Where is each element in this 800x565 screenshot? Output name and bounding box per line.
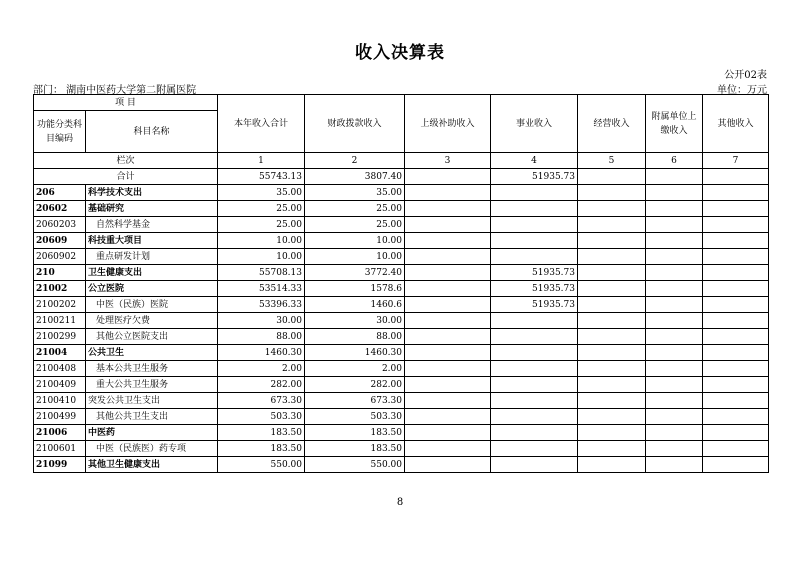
subject-name: 中医药 — [86, 425, 218, 441]
amount-cell — [646, 393, 703, 409]
amount-cell: 503.30 — [218, 409, 305, 425]
amount-cell: 183.50 — [218, 425, 305, 441]
col-number: 5 — [578, 153, 646, 169]
amount-cell: 550.00 — [305, 457, 405, 473]
amount-cell — [703, 233, 769, 249]
subject-code: 2060203 — [34, 217, 86, 233]
amount-cell — [646, 345, 703, 361]
amount-cell — [703, 457, 769, 473]
subject-name: 重点研发计划 — [86, 249, 218, 265]
amount-cell: 51935.73 — [491, 281, 578, 297]
table-row — [34, 345, 769, 361]
amount-cell: 282.00 — [218, 377, 305, 393]
amount-cell — [703, 265, 769, 281]
amount-cell — [491, 217, 578, 233]
amount-cell — [646, 457, 703, 473]
amount-cell — [491, 201, 578, 217]
amount-cell — [405, 441, 491, 457]
col-number: 3 — [405, 153, 491, 169]
amount-cell — [405, 393, 491, 409]
amount-cell — [578, 313, 646, 329]
amount-cell — [646, 217, 703, 233]
amount-cell — [578, 361, 646, 377]
amount-cell — [491, 313, 578, 329]
amount-cell — [405, 185, 491, 201]
amount-cell — [646, 377, 703, 393]
amount-cell — [703, 329, 769, 345]
amount-cell — [646, 249, 703, 265]
amount-cell — [578, 457, 646, 473]
amount-cell — [578, 233, 646, 249]
amount-cell — [703, 377, 769, 393]
table-row — [34, 329, 769, 345]
amount-cell — [646, 233, 703, 249]
amount-cell: 1460.30 — [218, 345, 305, 361]
table-row — [34, 409, 769, 425]
subject-code: 2100410 — [34, 393, 86, 409]
amount-cell — [578, 409, 646, 425]
amount-cell: 1578.6 — [305, 281, 405, 297]
subject-name: 自然科学基金 — [86, 217, 218, 233]
amount-cell — [703, 441, 769, 457]
amount-cell — [646, 265, 703, 281]
amount-cell: 3807.40 — [305, 169, 405, 185]
col-header: 财政拨款收入 — [305, 95, 405, 153]
subject-code: 206 — [34, 185, 86, 201]
amount-cell — [491, 329, 578, 345]
amount-cell — [405, 281, 491, 297]
amount-cell: 51935.73 — [491, 265, 578, 281]
subject-name: 中医（民族）医院 — [86, 297, 218, 313]
subject-code: 2100299 — [34, 329, 86, 345]
amount-cell: 282.00 — [305, 377, 405, 393]
amount-cell — [491, 409, 578, 425]
amount-cell — [405, 249, 491, 265]
amount-cell: 2.00 — [305, 361, 405, 377]
table-row — [34, 441, 769, 457]
amount-cell — [578, 441, 646, 457]
amount-cell: 55743.13 — [218, 169, 305, 185]
amount-cell — [491, 361, 578, 377]
amount-cell — [405, 409, 491, 425]
amount-cell — [405, 297, 491, 313]
table-row — [34, 457, 769, 473]
amount-cell — [646, 185, 703, 201]
amount-cell — [703, 217, 769, 233]
amount-cell — [405, 377, 491, 393]
col-number: 2 — [305, 153, 405, 169]
subject-code: 2100211 — [34, 313, 86, 329]
amount-cell — [405, 345, 491, 361]
subject-name: 卫生健康支出 — [86, 265, 218, 281]
amount-cell — [405, 201, 491, 217]
row-label: 栏次 — [34, 153, 218, 169]
income-table — [33, 94, 769, 473]
amount-cell — [646, 313, 703, 329]
amount-cell — [703, 249, 769, 265]
amount-cell — [491, 249, 578, 265]
amount-cell — [491, 393, 578, 409]
amount-cell — [703, 393, 769, 409]
table-row — [34, 297, 769, 313]
table-row — [34, 393, 769, 409]
amount-cell — [578, 201, 646, 217]
amount-cell — [578, 329, 646, 345]
subject-name: 突发公共卫生支出 — [86, 393, 218, 409]
amount-cell — [646, 425, 703, 441]
subject-code: 21004 — [34, 345, 86, 361]
amount-cell — [405, 361, 491, 377]
amount-cell: 30.00 — [305, 313, 405, 329]
table-row — [34, 281, 769, 297]
amount-cell — [405, 233, 491, 249]
amount-cell — [703, 313, 769, 329]
amount-cell — [646, 281, 703, 297]
amount-cell: 183.50 — [305, 441, 405, 457]
subject-name: 公立医院 — [86, 281, 218, 297]
amount-cell — [491, 425, 578, 441]
amount-cell — [491, 185, 578, 201]
amount-cell: 10.00 — [218, 233, 305, 249]
amount-cell — [578, 425, 646, 441]
amount-cell: 35.00 — [218, 185, 305, 201]
amount-cell: 1460.30 — [305, 345, 405, 361]
subject-code: 210 — [34, 265, 86, 281]
subject-name: 中医（民族医）药专项 — [86, 441, 218, 457]
amount-cell: 10.00 — [305, 249, 405, 265]
amount-cell: 88.00 — [218, 329, 305, 345]
col-number: 6 — [646, 153, 703, 169]
header-item: 项 目 — [34, 95, 218, 111]
col-header: 本年收入合计 — [218, 95, 305, 153]
amount-cell — [703, 345, 769, 361]
amount-cell: 35.00 — [305, 185, 405, 201]
amount-cell: 1460.6 — [305, 297, 405, 313]
table-row — [34, 217, 769, 233]
table-row — [34, 233, 769, 249]
header-subject-name: 科目名称 — [86, 111, 218, 153]
amount-cell: 673.30 — [218, 393, 305, 409]
amount-cell — [646, 329, 703, 345]
amount-cell — [646, 297, 703, 313]
amount-cell — [491, 377, 578, 393]
subject-code: 20609 — [34, 233, 86, 249]
document-title: 收入决算表 — [355, 43, 445, 63]
form-code: 公开02表 — [724, 70, 767, 81]
subject-name: 基本公共卫生服务 — [86, 361, 218, 377]
page-number: 8 — [396, 497, 404, 508]
amount-cell: 25.00 — [305, 217, 405, 233]
subject-code: 2100601 — [34, 441, 86, 457]
subject-name: 重大公共卫生服务 — [86, 377, 218, 393]
amount-cell: 51935.73 — [491, 169, 578, 185]
amount-cell — [646, 169, 703, 185]
amount-cell — [405, 217, 491, 233]
col-header: 上级补助收入 — [405, 95, 491, 153]
table-row — [34, 313, 769, 329]
table-row — [34, 249, 769, 265]
amount-cell: 550.00 — [218, 457, 305, 473]
subject-code: 2100408 — [34, 361, 86, 377]
amount-cell — [646, 201, 703, 217]
subject-code: 2060902 — [34, 249, 86, 265]
col-header: 附属单位上缴收入 — [646, 95, 703, 153]
amount-cell — [646, 409, 703, 425]
total-row — [34, 169, 769, 185]
subject-name: 基础研究 — [86, 201, 218, 217]
amount-cell: 53514.33 — [218, 281, 305, 297]
header-func-code: 功能分类科目编码 — [34, 111, 86, 153]
col-number: 4 — [491, 153, 578, 169]
table-row — [34, 361, 769, 377]
subject-name: 处理医疗欠费 — [86, 313, 218, 329]
amount-cell: 30.00 — [218, 313, 305, 329]
amount-cell — [491, 233, 578, 249]
amount-cell — [703, 201, 769, 217]
table-row — [34, 265, 769, 281]
amount-cell: 25.00 — [218, 217, 305, 233]
amount-cell — [405, 425, 491, 441]
amount-cell: 55708.13 — [218, 265, 305, 281]
col-header: 事业收入 — [491, 95, 578, 153]
amount-cell — [491, 345, 578, 361]
subject-name: 科技重大项目 — [86, 233, 218, 249]
table-row — [34, 201, 769, 217]
amount-cell — [703, 361, 769, 377]
amount-cell — [646, 441, 703, 457]
subject-code: 21099 — [34, 457, 86, 473]
col-header: 经营收入 — [578, 95, 646, 153]
amount-cell — [491, 457, 578, 473]
amount-cell: 503.30 — [305, 409, 405, 425]
subject-code: 2100409 — [34, 377, 86, 393]
amount-cell: 53396.33 — [218, 297, 305, 313]
amount-cell — [578, 393, 646, 409]
amount-cell — [703, 185, 769, 201]
amount-cell — [578, 185, 646, 201]
subject-name: 其他公立医院支出 — [86, 329, 218, 345]
amount-cell: 3772.40 — [305, 265, 405, 281]
table-row — [34, 377, 769, 393]
subject-name: 其他公共卫生支出 — [86, 409, 218, 425]
amount-cell — [703, 169, 769, 185]
col-number: 1 — [218, 153, 305, 169]
subject-code: 20602 — [34, 201, 86, 217]
amount-cell: 10.00 — [218, 249, 305, 265]
amount-cell — [405, 313, 491, 329]
department-label: 部门： 湖南中医药大学第二附属医院 — [33, 85, 197, 96]
amount-cell — [578, 377, 646, 393]
total-label: 合计 — [34, 169, 218, 185]
amount-cell — [491, 441, 578, 457]
subject-code: 21006 — [34, 425, 86, 441]
subject-name: 其他卫生健康支出 — [86, 457, 218, 473]
amount-cell — [405, 265, 491, 281]
amount-cell — [578, 249, 646, 265]
amount-cell — [578, 169, 646, 185]
amount-cell — [703, 281, 769, 297]
amount-cell: 2.00 — [218, 361, 305, 377]
amount-cell: 673.30 — [305, 393, 405, 409]
amount-cell — [578, 297, 646, 313]
amount-cell — [405, 169, 491, 185]
amount-cell — [578, 281, 646, 297]
amount-cell — [703, 297, 769, 313]
subject-code: 21002 — [34, 281, 86, 297]
amount-cell — [578, 217, 646, 233]
amount-cell: 10.00 — [305, 233, 405, 249]
amount-cell: 25.00 — [305, 201, 405, 217]
amount-cell: 183.50 — [218, 441, 305, 457]
amount-cell — [405, 329, 491, 345]
unit-label: 单位：万元 — [717, 85, 767, 96]
subject-name: 公共卫生 — [86, 345, 218, 361]
col-number: 7 — [703, 153, 769, 169]
subject-code: 2100202 — [34, 297, 86, 313]
amount-cell: 51935.73 — [491, 297, 578, 313]
subject-name: 科学技术支出 — [86, 185, 218, 201]
amount-cell: 25.00 — [218, 201, 305, 217]
amount-cell — [578, 345, 646, 361]
table-row — [34, 185, 769, 201]
amount-cell — [703, 425, 769, 441]
amount-cell — [578, 265, 646, 281]
amount-cell: 88.00 — [305, 329, 405, 345]
col-header: 其他收入 — [703, 95, 769, 153]
amount-cell — [405, 457, 491, 473]
amount-cell — [703, 409, 769, 425]
amount-cell — [646, 361, 703, 377]
table-row — [34, 425, 769, 441]
amount-cell: 183.50 — [305, 425, 405, 441]
subject-code: 2100499 — [34, 409, 86, 425]
